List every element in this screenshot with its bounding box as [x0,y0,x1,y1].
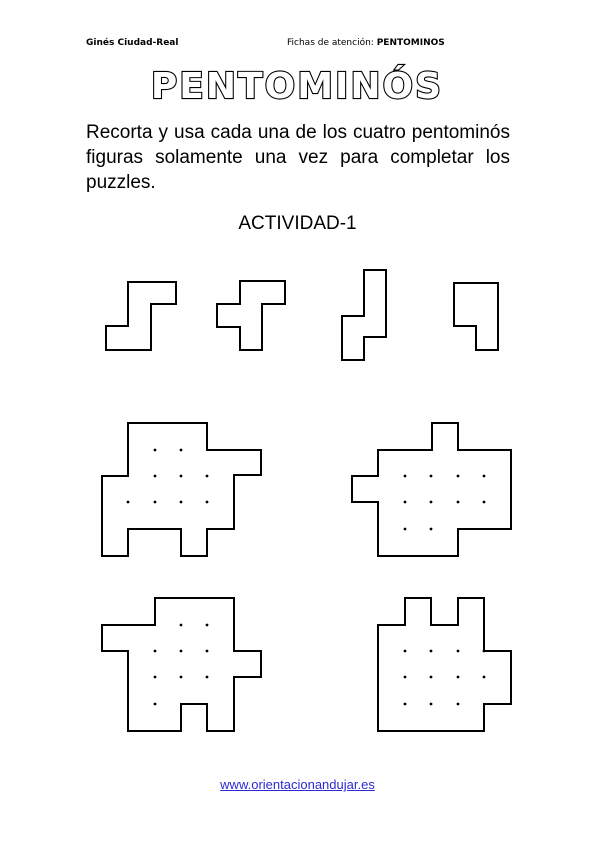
puzzle-3[interactable] [102,598,261,731]
activity-title: ACTIVIDAD-1 [238,213,357,234]
header-series-topic: PENTOMINOS [376,38,445,48]
pentomino-piece-t[interactable] [217,281,285,350]
puzzle-2-dots [404,475,486,531]
header-author: Ginés Ciudad-Real [86,38,179,48]
header-series-label: Fichas de atención: [287,38,374,48]
footer-link[interactable]: www.orientacionandujar.es [220,777,375,792]
pentomino-piece-l[interactable] [342,270,386,360]
footer [0,777,595,792]
puzzle-2[interactable] [352,423,511,556]
pentomino-piece-p[interactable] [454,283,498,350]
puzzle-4[interactable] [378,598,511,731]
instructions-text: Recorta y usa cada una de los cuatro pentominós figuras solamente una vez para completar los puzzles. [86,122,510,193]
pentomino-piece-s[interactable] [106,282,176,350]
puzzle-1-dots [127,449,209,504]
puzzle-4-dots [404,650,486,706]
page-title: PENTOMINÓS [150,66,444,107]
puzzle-3-dots [154,624,209,706]
puzzle-1[interactable] [102,423,261,556]
